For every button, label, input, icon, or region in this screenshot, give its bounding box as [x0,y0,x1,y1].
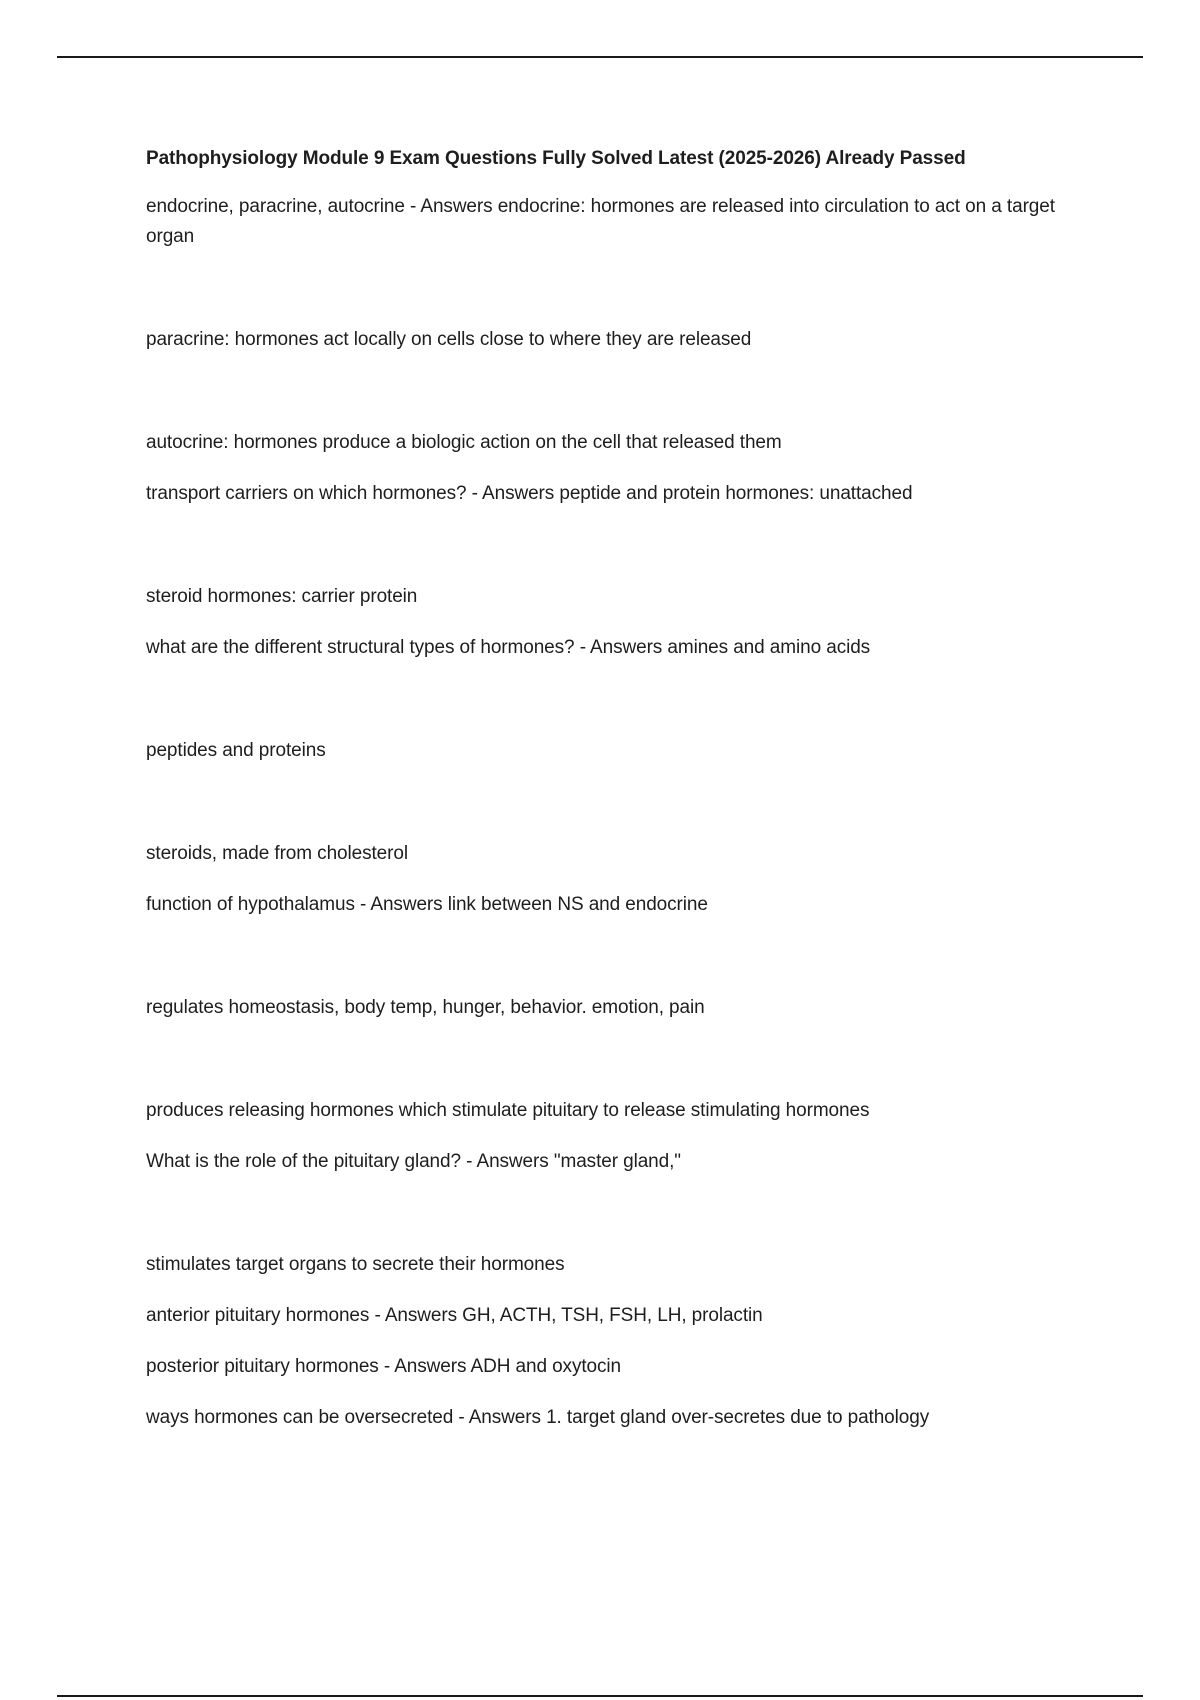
question-line: transport carriers on which hormones? - Answers peptide and protein hormones: unattached [146,483,913,504]
answer-line: paracrine: hormones act locally on cells close to where they are released [146,329,752,350]
answer-line: endocrine, paracrine, autocrine - Answers endocrine: hormones are released into circulation to act on a target organ [146,196,1055,247]
question-line: what are the different structural types of hormones? - Answers amines and amino acids [146,637,871,658]
answer-line: steroids, made from cholesterol [146,843,408,864]
answer-line: regulates homeostasis, body temp, hunger, behavior. emotion, pain [146,997,705,1018]
header-rule [57,56,1143,58]
answer-line: produces releasing hormones which stimulate pituitary to release stimulating hormones [146,1100,870,1121]
answer-line: autocrine: hormones produce a biologic action on the cell that released them [146,432,782,453]
answer-line: stimulates target organs to secrete their hormones [146,1254,565,1275]
document-body [146,144,1086,1433]
answer-line: steroid hormones: carrier protein [146,586,418,607]
question-line: function of hypothalamus - Answers link between NS and endocrine [146,894,708,915]
answer-line: peptides and proteins [146,740,326,761]
question-line: ways hormones can be oversecreted - Answers 1. target gland over-secretes due to pathology [146,1407,930,1428]
question-line: What is the role of the pituitary gland? - Answers "master gland," [146,1151,681,1172]
document-title: Pathophysiology Module 9 Exam Questions Fully Solved Latest (2025-2026) Already Passed [146,148,966,169]
question-line: anterior pituitary hormones - Answers GH, ACTH, TSH, FSH, LH, prolactin [146,1305,763,1326]
footer-rule [57,1695,1143,1697]
question-line: posterior pituitary hormones - Answers ADH and oxytocin [146,1356,621,1377]
